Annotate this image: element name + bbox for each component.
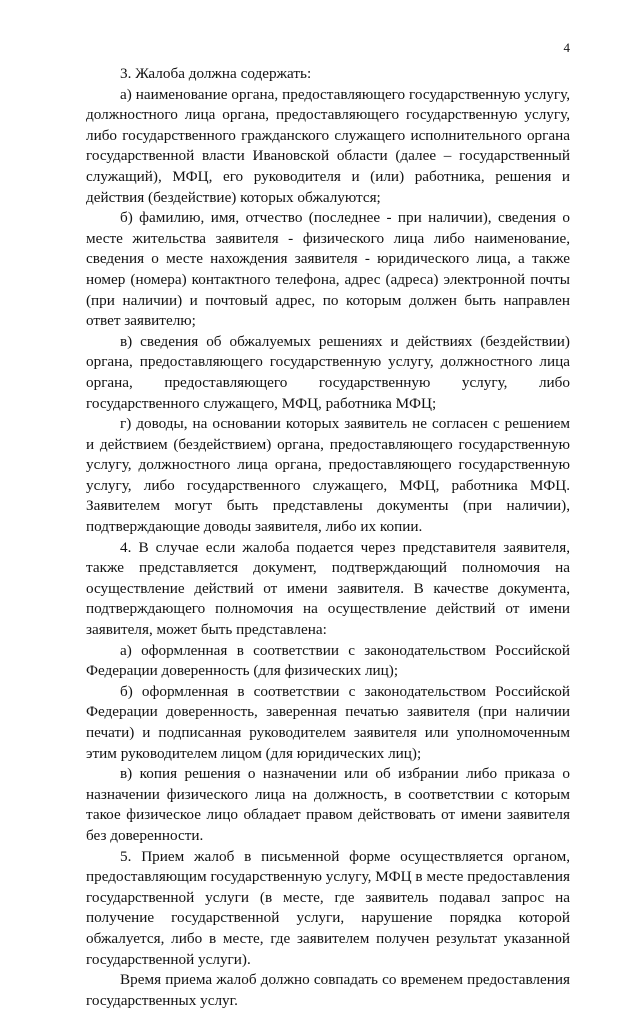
paragraph-section-4-item-v: в) копия решения о назначении или об избрании либо приказа о назначении физического лица на должность, в соответствии с которым такое физическое лицо обладает правом действовать от имени заявителя без доверенности. bbox=[86, 765, 570, 844]
paragraph-section-4: 4. В случае если жалоба подается через представителя заявителя, также представляется документ, подтверждающий полномочия на осуществление действий от имени заявителя. В качестве документа, подтверждающего полномочия на осуществление действий от имени заявителя, может быть представлена: bbox=[86, 538, 570, 639]
paragraph-item-g: г) доводы, на основании которых заявитель не согласен с решением и действием (бездействием) органа, предоставляющего государственную услугу, должностного лица органа, предоставляющего государственную услугу, либо государственного служащего, МФЦ, работника МФЦ. Заявителем могут быть представлены документы (при наличии), подтверждающие доводы заявителя, либо их копии. bbox=[86, 415, 570, 536]
document-body bbox=[86, 64, 570, 1011]
paragraph-reception-time: Время приема жалоб должно совпадать со временем предоставления государственных услуг. bbox=[86, 971, 570, 1009]
paragraph-complaint-contents-heading: 3. Жалоба должна содержать: bbox=[120, 65, 312, 82]
page-number: 4 bbox=[563, 40, 570, 55]
paragraph-section-5: 5. Прием жалоб в письменной форме осуществляется органом, предоставляющим государственную услугу, МФЦ в месте предоставления государственной услуги (в месте, где заявитель подавал запрос на получение государственной услуги, нарушение порядка которой обжалуется, либо в месте, где заявителем получен результат указанной государственной услуги). bbox=[86, 847, 570, 968]
paragraph-item-v: в) сведения об обжалуемых решениях и действиях (бездействии) органа, предоставляющего государственную услугу, должностного лица органа, предоставляющего государственную услугу, либо государственного служащего, МФЦ, работника МФЦ; bbox=[86, 332, 570, 412]
paragraph-section-4-item-b: б) оформленная в соответствии с законодательством Российской Федерации доверенность, заверенная печатью заявителя (при наличии печати) и подписанная руководителем заявителя или уполномоченным этим руководителем лицом (для юридических лиц); bbox=[86, 682, 570, 762]
paragraph-section-4-item-a: а) оформленная в соответствии с законодательством Российской Федерации доверенность (для физических лиц); bbox=[86, 641, 570, 680]
paragraph-item-a: а) наименование органа, предоставляющего государственную услугу, должностного лица органа, предоставляющего государственную услугу, либо государственного гражданского служащего исполнительного органа государственной власти Ивановской области (далее – государственный служащий), МФЦ, его руководителя и (или) работника, решения и действия (бездействие) которых обжалуются; bbox=[86, 85, 570, 206]
paragraph-item-b: б) фамилию, имя, отчество (последнее - при наличии), сведения о месте жительства заявителя - физического лица либо наименование, сведения о месте нахождения заявителя - юридического лица, а также номер (номера) контактного телефона, адрес (адреса) электронной почты (при наличии) и почтовый адрес, по которым должен быть направлен ответ заявителю; bbox=[86, 209, 570, 330]
